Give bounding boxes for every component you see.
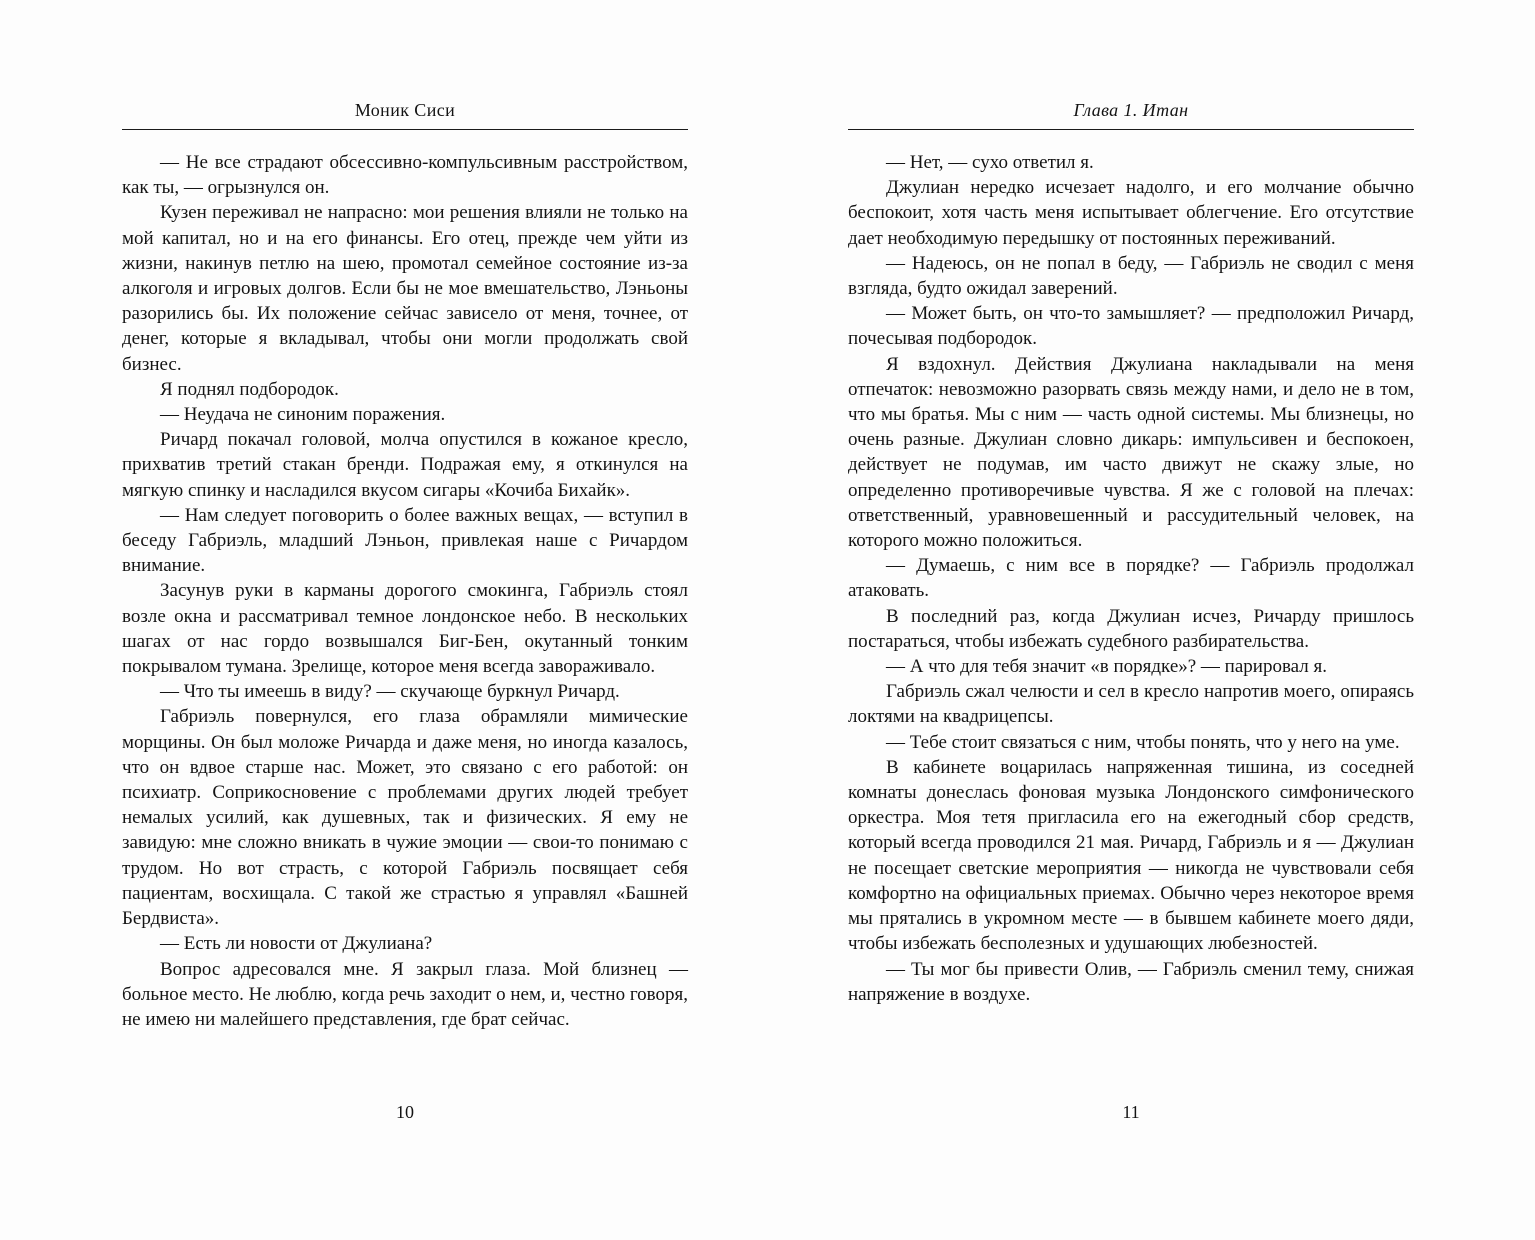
left-page-text [122, 150, 688, 1032]
paragraph: — Нет, — сухо ответил я. [886, 152, 1094, 173]
page-left-header [122, 100, 688, 130]
paragraph: — Думаешь, с ним все в порядке? — Габриэль продолжал атаковать. [848, 555, 1414, 602]
paragraph: — Надеюсь, он не попал в беду, — Габриэль не сводил с меня взгляда, будто ожидал заверений. [848, 252, 1414, 300]
paragraph: — Нам следует поговорить о более важных вещах, — вступил в беседу Габриэль, младший Лэньон, привлекая наше с Ричардом внимание. [122, 504, 688, 577]
header-rule [122, 129, 688, 130]
paragraph: Я поднял подбородок. [160, 378, 339, 400]
paragraph: — Может быть, он что-то замышляет? — предположил Ричард, почесывая подбородок. [848, 303, 1414, 350]
paragraph: — Есть ли новости от Джулиана? [160, 933, 433, 955]
paragraph: — Не все страдают обсессивно-компульсивным расстройством, как ты, — огрызнулся он. [122, 152, 688, 199]
paragraph: — Тебе стоит связаться с ним, чтобы понять, что у него на уме. [886, 731, 1400, 753]
paragraph: Засунув руки в карманы дорогого смокинга, Габриэль стоял возле окна и рассматривал темное лондонское небо. В нескольких шагах от нас гордо возвышался Биг-Бен, окутанный тонким покрывалом тумана. Зрелище, которое меня всегда завораживало. [122, 580, 688, 678]
paragraph: — Что ты имеешь в виду? — скучающе буркнул Ричард. [160, 681, 620, 703]
paragraph: Габриэль сжал челюсти и сел в кресло напротив моего, опираясь локтями на квадрицепсы. [848, 681, 1414, 728]
right-page-text [848, 150, 1414, 1007]
paragraph: — Ты мог бы привести Олив, — Габриэль сменил тему, снижая напряжение в воздухе. [848, 958, 1414, 1005]
paragraph: Ричард покачал головой, молча опустился в кожаное кресло, прихватив третий стакан бренди. Подражая ему, я откинулся на мягкую спинку и насладился вкусом сигары «Кочиба Бихайк». [122, 429, 688, 501]
running-head-chapter: Глава 1. Итан [1073, 100, 1189, 120]
paragraph: Вопрос адресовался мне. Я закрыл глаза. Мой близнец — больное место. Не люблю, когда речь заходит о нем, и, честно говоря, не имею ни малейшего представления, где брат сейчас. [122, 958, 688, 1030]
right-page-number: 11 [1122, 1102, 1140, 1122]
paragraph: Джулиан нередко исчезает надолго, и его молчание обычно беспокоит, хотя часть меня испытывает облегчение. Его отсутствие дает необходимую передышку от постоянных переживаний. [848, 177, 1414, 249]
running-head-author: Моник Сиси [354, 100, 456, 120]
paragraph: Кузен переживал не напрасно: мои решения влияли не только на мой капитал, но и на его финансы. Его отец, прежде чем уйти из жизни, накинув петлю на шею, промотал семейное состояние из-за алкоголя и игровых долгов. Если бы не мое вмешательство, Лэньоны разорились бы. Их положение сейчас зависело от меня, точнее, от денег, которые я вкладывал, чтобы они могли продолжать свой бизнес. [122, 202, 688, 375]
paragraph: В кабинете воцарилась напряженная тишина, из соседней комнаты донеслась фоновая музыка Лондонского симфонического оркестра. Моя тетя пригласила его на ежегодный сбор средств, который всегда проводился 21 мая. Ричард, Габриэль и я — Джулиан не посещает светские мероприятия — никогда не чувствовали себя комфортно на официальных приемах. Обычно через некоторое время мы прятались в укромном месте — в бывшем кабинете моего дяди, чтобы избежать бесполезных и удушающих любезностей. [848, 756, 1414, 955]
page-left [122, 100, 688, 1122]
paragraph: Я вздохнул. Действия Джулиана накладывали на меня отпечаток: невозможно разорвать связь между нами, и дело не в том, что мы братья. Мы с ним — часть одной системы. Мы близнецы, но очень разные. Джулиан словно дикарь: импульсивен и беспокоен, действует не подумав, им часто движут не скажу злые, но определенно противоречивые чувства. Я же с головой на плечах: ответственный, уравновешенный и рассудительный человек, на которого можно положиться. [848, 353, 1414, 552]
page-right-header [848, 100, 1414, 130]
left-page-number: 10 [396, 1102, 414, 1122]
paragraph: — А что для тебя значит «в порядке»? — парировал я. [886, 656, 1327, 678]
paragraph: — Неудача не синоним поражения. [160, 404, 446, 426]
paragraph: В последний раз, когда Джулиан исчез, Ричарду пришлось постараться, чтобы избежать судебного разбирательства. [848, 605, 1414, 652]
paragraph: Габриэль повернулся, его глаза обрамляли мимические морщины. Он был моложе Ричарда и даже меня, но иногда казалось, что он вдвое старше нас. Может, это связано с его работой: он психиатр. Соприкосновение с проблемами других людей требует немалых усилий, как душевных, так и физических. Я ему не завидую: мне сложно вникать в чужие эмоции — свои-то понимаю с трудом. Но вот страсть, с которой Габриэль посвящает себя пациентам, восхищала. С такой же страстью я управлял «Башней Бердвиста». [122, 706, 688, 930]
header-rule [848, 129, 1414, 130]
page-right [848, 100, 1414, 1122]
